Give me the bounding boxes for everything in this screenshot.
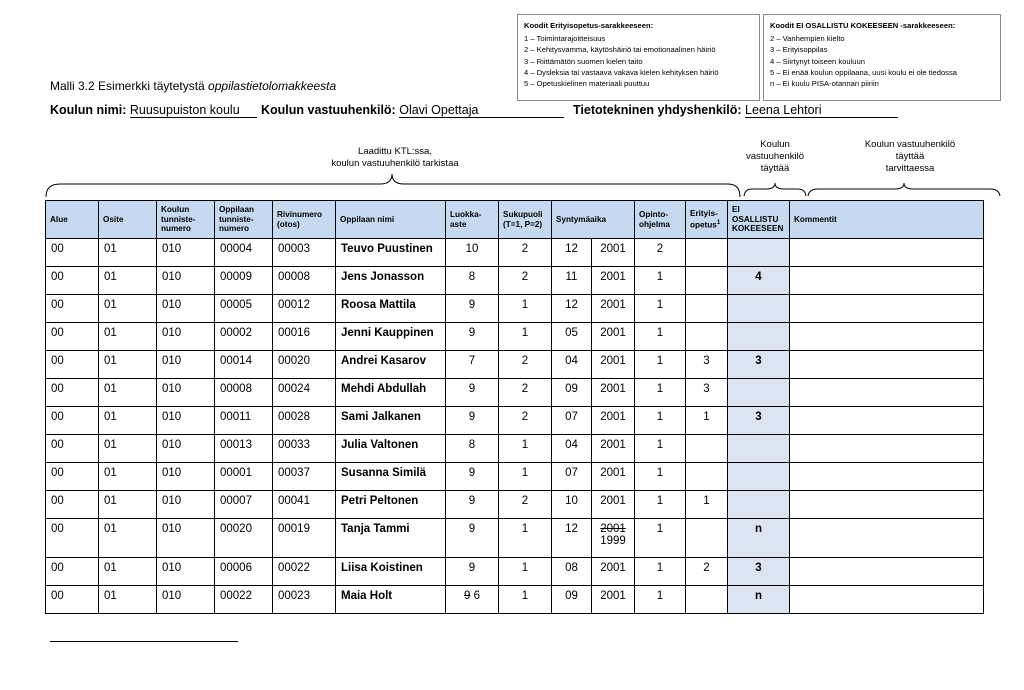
table-row	[46, 379, 984, 407]
cell-stratum: 01	[99, 323, 157, 351]
cell-stratum: 01	[99, 295, 157, 323]
cell-area: 00	[46, 295, 99, 323]
cell-grade: 9	[446, 379, 499, 407]
cell-student-id: 00011	[215, 407, 273, 435]
cell-study-program: 1	[635, 323, 686, 351]
cell-area: 00	[46, 519, 99, 558]
cell-gender: 1	[499, 295, 552, 323]
cell-area: 00	[46, 463, 99, 491]
table-row	[46, 239, 984, 267]
cell-area: 00	[46, 586, 99, 614]
cell-special-education: 1	[686, 407, 728, 435]
cell-row-number: 00041	[273, 491, 336, 519]
note-ktl: Laadittu KTL:ssa, koulun vastuuhenkilö tarkistaa	[331, 146, 459, 169]
table-row	[46, 558, 984, 586]
legend-item: 5 – Ei enää koulun oppilaana, uusi koulu ei ole tiedossa	[770, 67, 958, 77]
table-row	[46, 463, 984, 491]
cell-stratum: 01	[99, 519, 157, 558]
cell-stratum: 01	[99, 379, 157, 407]
cell-not-participating: n	[728, 519, 790, 558]
cell-student-name: Susanna Similä	[336, 463, 446, 491]
responsible-label: Koulun vastuuhenkilö:	[261, 103, 396, 117]
cell-student-name: Mehdi Abdullah	[336, 379, 446, 407]
cell-special-education	[686, 435, 728, 463]
cell-grade: 9	[446, 295, 499, 323]
cell-area: 00	[46, 267, 99, 295]
cell-row-number: 00033	[273, 435, 336, 463]
cell-birth-month: 08	[552, 558, 592, 586]
cell-study-program: 1	[635, 519, 686, 558]
col-school-id: Koulun tunniste- numero	[157, 201, 215, 239]
cell-comments	[790, 351, 984, 379]
cell-birth-year: 2001	[592, 435, 635, 463]
cell-not-participating: 3	[728, 351, 790, 379]
cell-birth-month: 12	[552, 519, 592, 558]
cell-special-education	[686, 239, 728, 267]
cell-birth-month: 04	[552, 435, 592, 463]
col-alue: Alue	[46, 201, 99, 239]
cell-stratum: 01	[99, 558, 157, 586]
cell-gender: 2	[499, 491, 552, 519]
school-label: Koulun nimi:	[50, 103, 127, 117]
cell-birth-year: 2001	[592, 267, 635, 295]
cell-gender: 2	[499, 407, 552, 435]
cell-grade: 9	[446, 558, 499, 586]
cell-row-number: 00008	[273, 267, 336, 295]
legend-special-title: Koodit Erityisopetus-sarakkeeseen:	[524, 21, 654, 30]
legend-item: 2 – Kehitysvamma, käytöshäiriö tai emotionaalinen häiriö	[524, 45, 716, 55]
cell-area: 00	[46, 558, 99, 586]
cell-special-education	[686, 295, 728, 323]
cell-gender: 2	[499, 351, 552, 379]
cell-row-number: 00020	[273, 351, 336, 379]
note-optional: Koulun vastuuhenkilö täyttää tarvittaessa	[864, 139, 956, 174]
cell-area: 00	[46, 379, 99, 407]
cell-school-id: 010	[157, 463, 215, 491]
cell-student-id: 00014	[215, 351, 273, 379]
cell-gender: 1	[499, 558, 552, 586]
cell-school-id: 010	[157, 379, 215, 407]
cell-gender: 1	[499, 323, 552, 351]
student-table	[45, 200, 984, 614]
col-birthdate: Syntymäaika	[552, 201, 635, 239]
cell-comments	[790, 463, 984, 491]
cell-not-participating	[728, 295, 790, 323]
cell-birth-year: 2001	[592, 407, 635, 435]
brace-optional	[808, 183, 1000, 196]
cell-school-id: 010	[157, 558, 215, 586]
col-gender: Sukupuoli (T=1, P=2)	[499, 201, 552, 239]
cell-not-participating	[728, 435, 790, 463]
cell-birth-year: 2001	[592, 379, 635, 407]
cell-special-education: 2	[686, 558, 728, 586]
cell-birth-year: 2001	[592, 239, 635, 267]
cell-not-participating: 4	[728, 267, 790, 295]
cell-comments	[790, 295, 984, 323]
brace-school	[744, 183, 806, 196]
cell-area: 00	[46, 239, 99, 267]
cell-gender: 1	[499, 519, 552, 558]
cell-school-id: 010	[157, 267, 215, 295]
col-comments: Kommentit	[790, 201, 984, 239]
cell-student-id: 00005	[215, 295, 273, 323]
cell-comments	[790, 323, 984, 351]
col-student-name: Oppilaan nimi	[336, 201, 446, 239]
cell-area: 00	[46, 351, 99, 379]
brace-ktl	[46, 174, 740, 197]
cell-student-id: 00004	[215, 239, 273, 267]
cell-student-id: 00002	[215, 323, 273, 351]
cell-row-number: 00037	[273, 463, 336, 491]
legend-item: 3 – Riittämätön suomen kielen taito	[524, 56, 643, 66]
note-school: Koulun vastuuhenkilö täyttää	[745, 139, 805, 174]
cell-not-participating: 3	[728, 407, 790, 435]
it-label: Tietotekninen yhdyshenkilö:	[573, 103, 742, 117]
cell-comments	[790, 586, 984, 614]
cell-study-program: 1	[635, 351, 686, 379]
cell-student-name: Roosa Mattila	[336, 295, 446, 323]
cell-grade: 9	[446, 407, 499, 435]
cell-special-education	[686, 323, 728, 351]
cell-area: 00	[46, 323, 99, 351]
table-row	[46, 435, 984, 463]
table-row	[46, 295, 984, 323]
cell-birth-month: 07	[552, 463, 592, 491]
cell-student-name: Julia Valtonen	[336, 435, 446, 463]
cell-birth-month: 12	[552, 295, 592, 323]
cell-special-education: 3	[686, 351, 728, 379]
cell-comments	[790, 239, 984, 267]
table-row	[46, 407, 984, 435]
table-row	[46, 351, 984, 379]
cell-area: 00	[46, 491, 99, 519]
cell-study-program: 1	[635, 558, 686, 586]
cell-study-program: 1	[635, 295, 686, 323]
cell-stratum: 01	[99, 351, 157, 379]
cell-birth-month: 11	[552, 267, 592, 295]
cell-special-education: 3	[686, 379, 728, 407]
cell-birth-year: 2001	[592, 491, 635, 519]
cell-comments	[790, 379, 984, 407]
cell-study-program: 1	[635, 463, 686, 491]
it-value: Leena Lehtori	[745, 104, 898, 118]
table-row	[46, 323, 984, 351]
cell-birth-month: 10	[552, 491, 592, 519]
cell-stratum: 01	[99, 239, 157, 267]
table-row	[46, 267, 984, 295]
table-row	[46, 586, 984, 614]
cell-birth-year: 2001	[592, 586, 635, 614]
col-study-program: Opinto- ohjelma	[635, 201, 686, 239]
cell-row-number: 00012	[273, 295, 336, 323]
cell-student-id: 00013	[215, 435, 273, 463]
cell-student-name: Teuvo Puustinen	[336, 239, 446, 267]
cell-comments	[790, 558, 984, 586]
cell-row-number: 00022	[273, 558, 336, 586]
cell-student-id: 00001	[215, 463, 273, 491]
legend-item: n – Ei kuulu PISA-otannan piiriin	[770, 79, 879, 89]
cell-birth-month: 07	[552, 407, 592, 435]
cell-student-id: 00020	[215, 519, 273, 558]
cell-school-id: 010	[157, 586, 215, 614]
cell-row-number: 00023	[273, 586, 336, 614]
cell-gender: 1	[499, 463, 552, 491]
col-not-participating: EI OSALLISTU KOKEESEEN	[728, 201, 790, 239]
cell-gender: 2	[499, 239, 552, 267]
cell-study-program: 2	[635, 239, 686, 267]
legend-item: 4 – Dysleksia tai vastaava vakava kielen kehityksen häiriö	[524, 67, 719, 77]
cell-row-number: 00003	[273, 239, 336, 267]
cell-school-id: 010	[157, 435, 215, 463]
cell-school-id: 010	[157, 295, 215, 323]
cell-comments	[790, 267, 984, 295]
cell-study-program: 1	[635, 267, 686, 295]
table-row	[46, 519, 984, 558]
cell-special-education	[686, 586, 728, 614]
cell-birth-year: 2001	[592, 323, 635, 351]
cell-not-participating	[728, 239, 790, 267]
cell-grade: 9	[446, 463, 499, 491]
cell-student-id: 00022	[215, 586, 273, 614]
legend-item: 5 – Opetuskielinen materiaali puuttuu	[524, 79, 650, 89]
cell-birth-year: 2001	[592, 351, 635, 379]
cell-gender: 1	[499, 435, 552, 463]
cell-stratum: 01	[99, 586, 157, 614]
col-osite: Osite	[99, 201, 157, 239]
cell-stratum: 01	[99, 435, 157, 463]
cell-grade: 9	[446, 491, 499, 519]
table-row	[46, 491, 984, 519]
cell-student-id: 00009	[215, 267, 273, 295]
cell-birth-month: 12	[552, 239, 592, 267]
cell-row-number: 00024	[273, 379, 336, 407]
col-special-education: Erityis- opetus$^1$	[686, 201, 728, 239]
cell-grade: 8	[446, 435, 499, 463]
cell-birth-month: 09	[552, 379, 592, 407]
cell-gender: 2	[499, 267, 552, 295]
cell-school-id: 010	[157, 239, 215, 267]
cell-student-name: Andrei Kasarov	[336, 351, 446, 379]
cell-birth-year: 2001 1999	[592, 519, 635, 558]
footnote-rule	[50, 641, 238, 642]
cell-stratum: 01	[99, 267, 157, 295]
cell-birth-month: 05	[552, 323, 592, 351]
col-grade: Luokka- aste	[446, 201, 499, 239]
cell-row-number: 00019	[273, 519, 336, 558]
cell-area: 00	[46, 407, 99, 435]
cell-not-participating: n	[728, 586, 790, 614]
cell-not-participating: 3	[728, 558, 790, 586]
cell-school-id: 010	[157, 323, 215, 351]
cell-row-number: 00016	[273, 323, 336, 351]
cell-student-name: Jenni Kauppinen	[336, 323, 446, 351]
cell-comments	[790, 491, 984, 519]
legend-item: 2 – Vanhempien kielto	[770, 34, 845, 44]
cell-not-participating	[728, 491, 790, 519]
cell-student-name: Liisa Koistinen	[336, 558, 446, 586]
cell-special-education	[686, 267, 728, 295]
cell-school-id: 010	[157, 407, 215, 435]
cell-gender: 1	[499, 586, 552, 614]
cell-school-id: 010	[157, 519, 215, 558]
col-row-number: Rivinumero (otos)	[273, 201, 336, 239]
cell-student-name: Petri Peltonen	[336, 491, 446, 519]
cell-grade: 10	[446, 239, 499, 267]
cell-special-education	[686, 519, 728, 558]
legend-item: 4 – Siirtynyt toiseen kouluun	[770, 56, 865, 66]
cell-stratum: 01	[99, 491, 157, 519]
cell-birth-year: 2001	[592, 295, 635, 323]
title-italic: oppilastietolomakkeesta	[208, 79, 337, 93]
group-braces	[0, 0, 1024, 200]
cell-study-program: 1	[635, 379, 686, 407]
cell-grade: 7	[446, 351, 499, 379]
cell-student-name: Maia Holt	[336, 586, 446, 614]
title-prefix: Malli 3.2 Esimerkki täytetystä	[50, 79, 209, 93]
cell-stratum: 01	[99, 463, 157, 491]
cell-not-participating	[728, 463, 790, 491]
cell-student-id: 00008	[215, 379, 273, 407]
cell-student-name: Tanja Tammi	[336, 519, 446, 558]
legend-excluded-title: Koodit EI OSALLISTU KOKEESEEN -sarakkeeseen:	[770, 21, 956, 30]
cell-comments	[790, 519, 984, 558]
cell-school-id: 010	[157, 491, 215, 519]
cell-student-name: Jens Jonasson	[336, 267, 446, 295]
cell-birth-year: 2001	[592, 463, 635, 491]
cell-comments	[790, 435, 984, 463]
cell-gender: 2	[499, 379, 552, 407]
cell-row-number: 00028	[273, 407, 336, 435]
cell-not-participating	[728, 379, 790, 407]
cell-student-name: Sami Jalkanen	[336, 407, 446, 435]
responsible-value: Olavi Opettaja	[399, 104, 564, 118]
cell-study-program: 1	[635, 407, 686, 435]
cell-not-participating	[728, 323, 790, 351]
cell-grade: 9	[446, 519, 499, 558]
legend-item: 3 – Erityisoppilas	[770, 45, 828, 55]
cell-birth-month: 09	[552, 586, 592, 614]
cell-student-id: 00007	[215, 491, 273, 519]
cell-study-program: 1	[635, 435, 686, 463]
cell-comments	[790, 407, 984, 435]
legend-item: 1 – Toimintarajoitteisuus	[524, 34, 606, 44]
cell-stratum: 01	[99, 407, 157, 435]
cell-study-program: 1	[635, 586, 686, 614]
cell-special-education	[686, 463, 728, 491]
cell-grade: 8	[446, 267, 499, 295]
col-student-id: Oppilaan tunniste- numero	[215, 201, 273, 239]
cell-area: 00	[46, 435, 99, 463]
cell-birth-month: 04	[552, 351, 592, 379]
cell-school-id: 010	[157, 351, 215, 379]
header-row	[46, 201, 984, 239]
school-value: Ruusupuiston koulu	[130, 104, 257, 118]
cell-student-id: 00006	[215, 558, 273, 586]
cell-study-program: 1	[635, 491, 686, 519]
cell-grade: 9	[446, 323, 499, 351]
cell-birth-year: 2001	[592, 558, 635, 586]
cell-grade: 9 6	[446, 586, 499, 614]
cell-special-education: 1	[686, 491, 728, 519]
